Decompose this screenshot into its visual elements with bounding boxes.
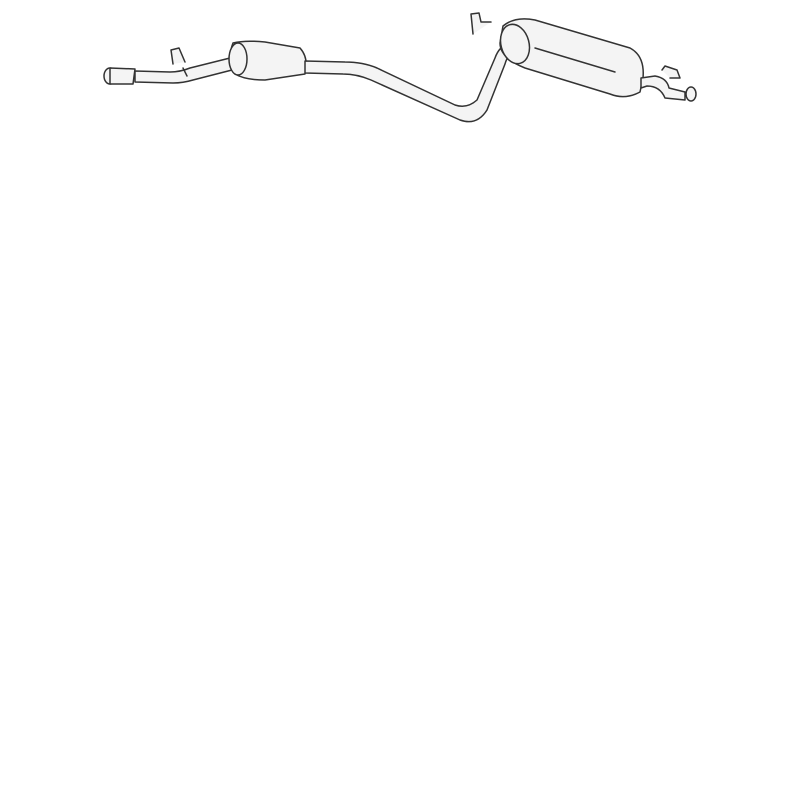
- exhaust-system-drawing-icon: [95, 8, 705, 130]
- product-image: [95, 8, 705, 130]
